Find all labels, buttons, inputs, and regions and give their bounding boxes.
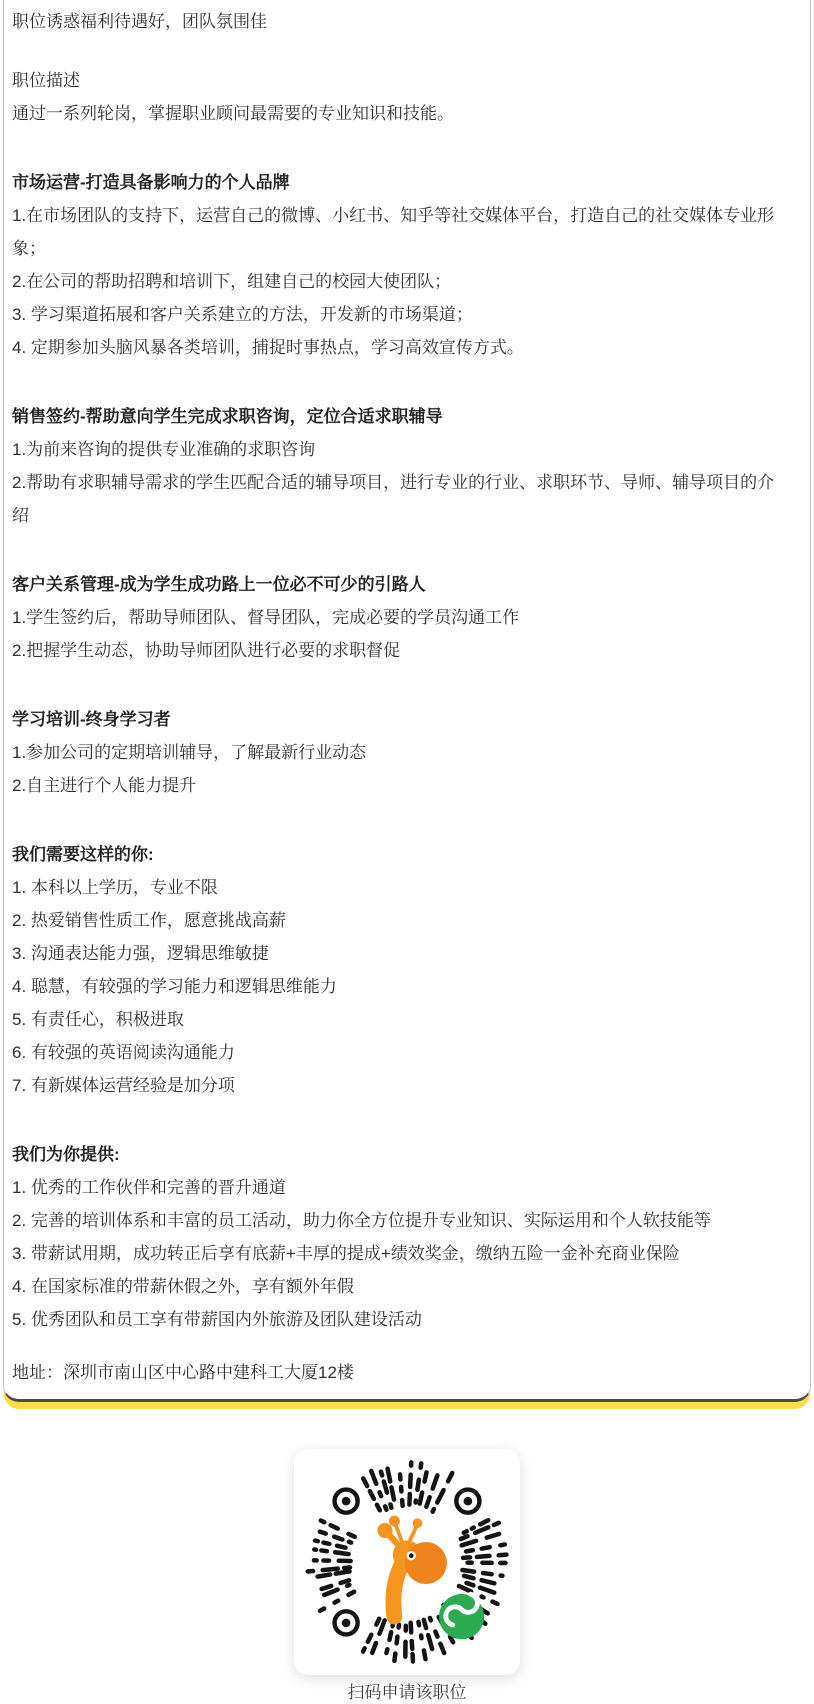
job-description-block	[12, 64, 784, 130]
section-heading: 销售签约-帮助意向学生完成求职咨询，定位合适求职辅导	[12, 407, 443, 426]
section-heading: 客户关系管理-成为学生成功路上一位必不可少的引路人	[12, 575, 426, 594]
section-heading: 我们为你提供:	[12, 1145, 120, 1164]
section-line: 2.在公司的帮助招聘和培训下，组建自己的校园大使团队；	[12, 272, 452, 291]
section-line: 5. 优秀团队和员工享有带薪国内外旅游及团队建设活动	[12, 1310, 422, 1329]
section-line: 6. 有较强的英语阅读沟通能力	[12, 1043, 235, 1062]
section-line: 3. 带薪试用期，成功转正后享有底薪+丰厚的提成+绩效奖金，缴纳五险一金补充商业保险	[12, 1244, 680, 1263]
job-description-label: 职位描述	[12, 71, 80, 90]
wechat-miniprogram-icon	[439, 1594, 484, 1639]
job-teaser: 职位诱惑福利待遇好，团队氛围佳	[12, 12, 267, 31]
section-line: 4. 在国家标准的带薪休假之外，享有额外年假	[12, 1277, 354, 1296]
mini-program-qr-code	[302, 1457, 512, 1667]
section-line: 1.学生签约后，帮助导师团队、督导团队，完成必要的学员沟通工作	[12, 608, 520, 627]
giraffe-muzzle	[405, 1542, 447, 1584]
section-line: 2. 完善的培训体系和丰富的员工活动，助力你全方位提升专业知识、实际运用和个人软技能等	[12, 1211, 711, 1230]
section-line: 2.帮助有求职辅导需求的学生匹配合适的辅导项目，进行专业的行业、求职环节、导师、辅导项目的介绍	[12, 473, 775, 525]
section-line: 2.自主进行个人能力提升	[12, 776, 197, 795]
section-line: 7. 有新媒体运营经验是加分项	[12, 1076, 235, 1095]
section-line: 1.为前来咨询的提供专业准确的求职咨询	[12, 440, 316, 459]
section-requirements	[12, 838, 784, 1102]
section-line: 1. 优秀的工作伙伴和完善的晋升通道	[12, 1178, 286, 1197]
section-line: 1. 本科以上学历，专业不限	[12, 878, 218, 897]
section-sales-signing	[12, 400, 784, 532]
section-line: 2. 热爱销售性质工作，愿意挑战高薪	[12, 911, 286, 930]
section-line: 5. 有责任心，积极进取	[12, 1010, 184, 1029]
section-heading: 市场运营-打造具备影响力的个人品牌	[12, 173, 290, 192]
job-description-card	[3, 0, 811, 1402]
section-customer-relations	[12, 568, 784, 667]
section-market-operations	[12, 166, 784, 364]
section-line: 4. 聪慧，有较强的学习能力和逻辑思维能力	[12, 977, 337, 996]
qr-caption: 扫码申请该职位	[347, 1683, 467, 1702]
section-learning-training	[12, 703, 784, 802]
section-line: 1.参加公司的定期培训辅导，了解最新行业动态	[12, 743, 367, 762]
section-line: 3. 沟通表达能力强，逻辑思维敏捷	[12, 944, 269, 963]
section-benefits	[12, 1138, 784, 1336]
section-line: 2.把握学生动态，协助导师团队进行必要的求职督促	[12, 641, 401, 660]
qr-code-card	[294, 1449, 520, 1675]
job-description-intro: 通过一系列轮岗，掌握职业顾问最需要的专业知识和技能。	[12, 104, 454, 123]
section-line: 1.在市场团队的支持下，运营自己的微博、小红书、知乎等社交媒体平台，打造自己的社交媒体专业形象；	[12, 206, 775, 258]
section-line: 3. 学习渠道拓展和客户关系建立的方法，开发新的市场渠道；	[12, 305, 473, 324]
section-line: 4. 定期参加头脑风暴各类培训，捕捉时事热点，学习高效宣传方式。	[12, 338, 524, 357]
address-line: 地址：深圳市南山区中心路中建科工大厦12楼	[12, 1363, 354, 1382]
qr-area	[294, 1449, 520, 1704]
section-heading: 我们需要这样的你:	[12, 845, 154, 864]
section-heading: 学习培训-终身学习者	[12, 710, 171, 729]
